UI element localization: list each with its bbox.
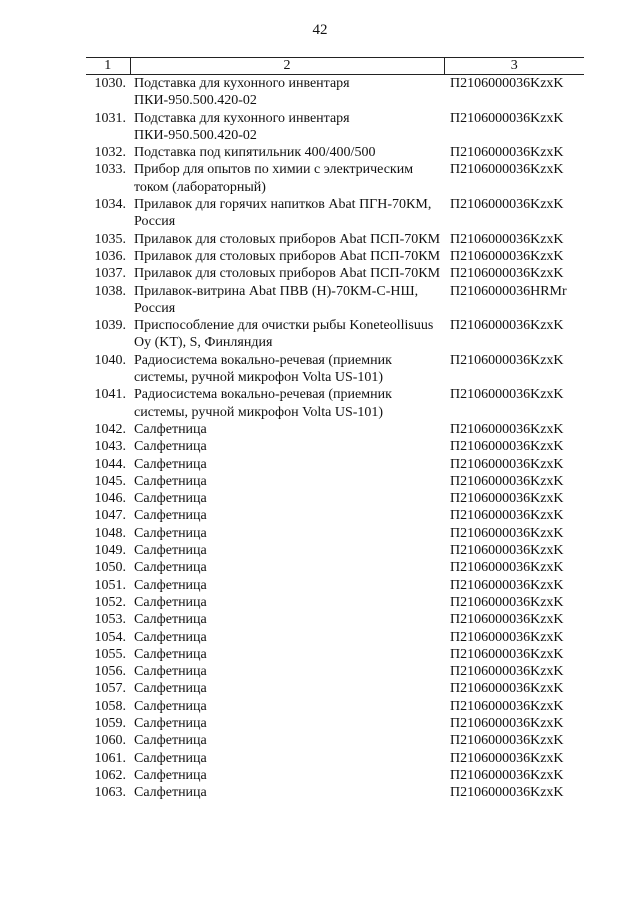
table-row xyxy=(86,110,584,145)
item-code: П2106000036KzxK xyxy=(450,750,564,766)
row-number: 1056. xyxy=(94,664,126,680)
item-name: Салфетница xyxy=(134,525,207,541)
table-row xyxy=(86,767,584,784)
item-name: Салфетница xyxy=(134,577,207,593)
item-code: П2106000036KzxK xyxy=(450,491,564,507)
table-row xyxy=(86,438,584,455)
table-row xyxy=(86,75,584,110)
row-number: 1061. xyxy=(94,750,126,766)
row-number: 1045. xyxy=(94,473,126,489)
row-number: 1050. xyxy=(94,560,126,576)
item-code: П2106000036KzxK xyxy=(450,681,564,697)
column-header-number: 1 xyxy=(86,58,130,75)
table-row xyxy=(86,611,584,628)
item-name: Салфетница xyxy=(134,491,207,507)
table-header-row xyxy=(86,58,584,75)
item-code: П2106000036KzxK xyxy=(450,473,564,489)
item-code: П2106000036KzxK xyxy=(450,387,564,403)
item-name: Салфетница xyxy=(134,733,207,749)
row-number: 1047. xyxy=(94,508,126,524)
table-row xyxy=(86,265,584,282)
row-number: 1031. xyxy=(94,110,126,126)
item-name: Прилавок для столовых приборов Abat ПСП-70КМ xyxy=(134,248,441,264)
item-name: Салфетница xyxy=(134,664,207,680)
item-name: Подставка для кухонного инвентаря ПКИ-950.500.420-02 xyxy=(134,110,350,143)
table-row xyxy=(86,386,584,421)
row-number: 1036. xyxy=(94,248,126,264)
item-code: П2106000036KzxK xyxy=(450,629,564,645)
row-number: 1062. xyxy=(94,767,126,783)
table-body xyxy=(86,75,584,802)
table-row xyxy=(86,680,584,697)
table-row xyxy=(86,559,584,576)
item-name: Салфетница xyxy=(134,439,207,455)
item-code: П2106000036KzxK xyxy=(450,145,564,161)
item-name: Радиосистема вокально-речевая (приемник системы, ручной микрофон Volta US-101) xyxy=(134,352,392,386)
row-number: 1046. xyxy=(94,491,126,507)
item-code: П2106000036KzxK xyxy=(450,664,564,680)
column-header-code: 3 xyxy=(444,58,584,75)
table-row xyxy=(86,525,584,542)
item-name: Прилавок для столовых приборов Abat ПСП-70КМ xyxy=(134,231,441,247)
table-row xyxy=(86,196,584,231)
row-number: 1041. xyxy=(94,387,126,403)
item-name: Прилавок для столовых приборов Abat ПСП-70КМ xyxy=(134,266,441,282)
row-number: 1054. xyxy=(94,629,126,645)
row-number: 1048. xyxy=(94,525,126,541)
item-name: Приспособление для очистки рыбы Koneteollisuus Oy (KT), S, Финляндия xyxy=(134,318,434,351)
item-code: П2106000036HRMr xyxy=(450,283,567,299)
row-number: 1060. xyxy=(94,733,126,749)
item-name: Салфетница xyxy=(134,473,207,489)
item-name: Салфетница xyxy=(134,543,207,559)
row-number: 1040. xyxy=(94,352,126,368)
item-name: Подставка под кипятильник 400/400/500 xyxy=(134,145,376,161)
row-number: 1044. xyxy=(94,456,126,472)
table-row xyxy=(86,473,584,490)
item-name: Салфетница xyxy=(134,767,207,783)
table-row xyxy=(86,594,584,611)
item-code: П2106000036KzxK xyxy=(450,248,564,264)
item-code: П2106000036KzxK xyxy=(450,318,564,334)
item-name: Салфетница xyxy=(134,629,207,645)
item-name: Салфетница xyxy=(134,612,207,628)
table-row xyxy=(86,421,584,438)
item-code: П2106000036KzxK xyxy=(450,698,564,714)
item-code: П2106000036KzxK xyxy=(450,439,564,455)
row-number: 1033. xyxy=(94,162,126,178)
table-row xyxy=(86,490,584,507)
table-row xyxy=(86,317,584,352)
item-name: Прилавок-витрина Abat ПВВ (Н)-70КМ-С-НШ, Россия xyxy=(134,283,419,316)
item-code: П2106000036KzxK xyxy=(450,646,564,662)
item-code: П2106000036KzxK xyxy=(450,456,564,472)
item-code: П2106000036KzxK xyxy=(450,594,564,610)
table-row xyxy=(86,715,584,732)
row-number: 1055. xyxy=(94,646,126,662)
item-code: П2106000036KzxK xyxy=(450,733,564,749)
item-code: П2106000036KzxK xyxy=(450,577,564,593)
table-row xyxy=(86,784,584,801)
row-number: 1042. xyxy=(94,421,126,437)
item-code: П2106000036KzxK xyxy=(450,715,564,731)
table-row xyxy=(86,542,584,559)
item-code: П2106000036KzxK xyxy=(450,525,564,541)
table-row xyxy=(86,698,584,715)
item-code: П2106000036KzxK xyxy=(450,352,564,368)
table-row xyxy=(86,161,584,196)
item-name: Салфетница xyxy=(134,698,207,714)
row-number: 1051. xyxy=(94,577,126,593)
table-row xyxy=(86,507,584,524)
item-name: Прилавок для горячих напитков Abat ПГН-70КМ, Россия xyxy=(134,197,432,230)
row-number: 1058. xyxy=(94,698,126,714)
table-row xyxy=(86,144,584,161)
row-number: 1030. xyxy=(94,76,126,91)
item-name: Салфетница xyxy=(134,456,207,472)
item-code: П2106000036KzxK xyxy=(450,421,564,437)
table-row xyxy=(86,577,584,594)
item-name: Прибор для опытов по химии с электрическим током (лабораторный) xyxy=(134,162,414,195)
row-number: 1059. xyxy=(94,715,126,731)
item-name: Салфетница xyxy=(134,646,207,662)
item-code: П2106000036KzxK xyxy=(450,162,564,178)
page-number: 42 xyxy=(312,22,328,38)
table-row xyxy=(86,646,584,663)
item-name: Салфетница xyxy=(134,715,207,731)
item-name: Салфетница xyxy=(134,560,207,576)
row-number: 1039. xyxy=(94,318,126,334)
table-row xyxy=(86,283,584,318)
inventory-table xyxy=(86,57,584,801)
table-row xyxy=(86,732,584,749)
item-name: Салфетница xyxy=(134,594,207,610)
row-number: 1063. xyxy=(94,785,126,801)
table-row xyxy=(86,629,584,646)
row-number: 1053. xyxy=(94,612,126,628)
item-code: П2106000036KzxK xyxy=(450,197,564,213)
table-row xyxy=(86,663,584,680)
table-row xyxy=(86,231,584,248)
table-row xyxy=(86,248,584,265)
item-code: П2106000036KzxK xyxy=(450,767,564,783)
item-code: П2106000036KzxK xyxy=(450,543,564,559)
item-name: Салфетница xyxy=(134,508,207,524)
item-name: Салфетница xyxy=(134,785,207,801)
item-code: П2106000036KzxK xyxy=(450,76,564,91)
table-row xyxy=(86,750,584,767)
table-row xyxy=(86,352,584,387)
row-number: 1043. xyxy=(94,439,126,455)
row-number: 1038. xyxy=(94,283,126,299)
row-number: 1032. xyxy=(94,145,126,161)
column-header-name: 2 xyxy=(130,58,444,75)
item-name: Салфетница xyxy=(134,421,207,437)
item-code: П2106000036KzxK xyxy=(450,560,564,576)
item-name: Салфетница xyxy=(134,681,207,697)
item-code: П2106000036KzxK xyxy=(450,231,564,247)
table-row xyxy=(86,456,584,473)
item-code: П2106000036KzxK xyxy=(450,508,564,524)
item-name: Подставка для кухонного инвентаря ПКИ-950.500.420-02 xyxy=(134,76,350,109)
item-code: П2106000036KzxK xyxy=(450,785,564,801)
item-code: П2106000036KzxK xyxy=(450,110,564,126)
row-number: 1049. xyxy=(94,543,126,559)
item-name: Радиосистема вокально-речевая (приемник системы, ручной микрофон Volta US-101) xyxy=(134,387,392,420)
item-code: П2106000036KzxK xyxy=(450,266,564,282)
row-number: 1057. xyxy=(94,681,126,697)
row-number: 1034. xyxy=(94,197,126,213)
row-number: 1052. xyxy=(94,594,126,610)
item-name: Салфетница xyxy=(134,750,207,766)
row-number: 1035. xyxy=(94,231,126,247)
item-code: П2106000036KzxK xyxy=(450,612,564,628)
row-number: 1037. xyxy=(94,266,126,282)
